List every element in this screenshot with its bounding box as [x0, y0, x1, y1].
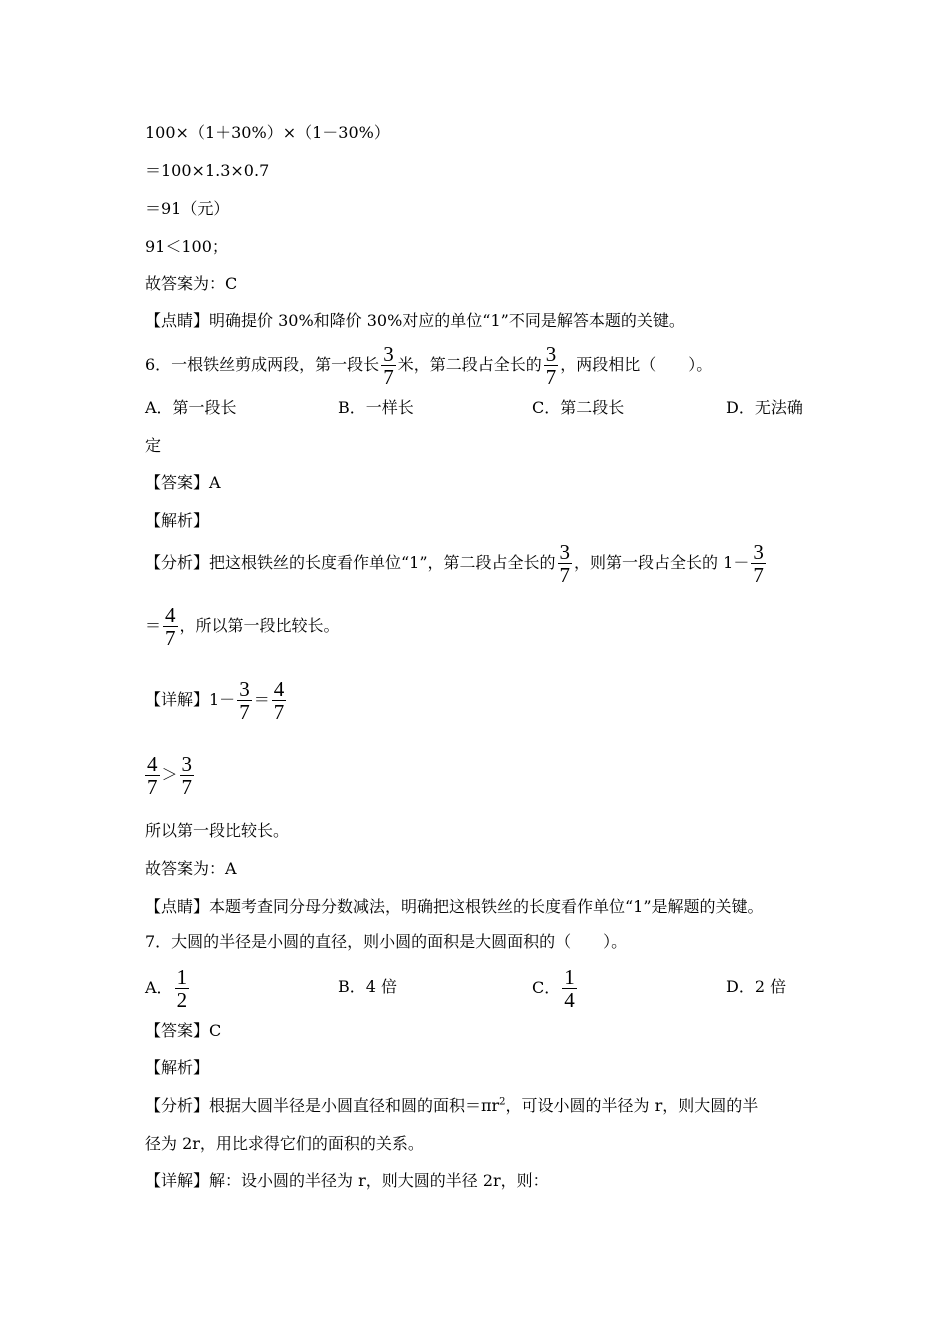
answer-line: 故答案为：C — [145, 274, 238, 293]
q6-final-answer: 故答案为：A — [145, 859, 237, 878]
q6-fenxi-frac1-num: 3 — [559, 540, 571, 564]
q6-stem-part-c: ，两段相比（ ）。 — [560, 355, 713, 374]
q6-stem — [145, 343, 712, 388]
q7-option-a-fraction — [175, 966, 190, 1011]
q6-conclusion: 所以第一段比较长。 — [145, 821, 290, 840]
q6-frac1-den: 7 — [383, 365, 394, 389]
q7-fenxi-line-1 — [145, 1096, 758, 1116]
calc-line-1: 100×（1＋30%）×（1－30%） — [145, 123, 390, 142]
q6-jiexi-heading: 【解析】 — [145, 511, 210, 530]
q6-xiangjie-fraction-2 — [272, 678, 287, 723]
q7-xiangjie: 【详解】解：设小圆的半径为 r，则大圆的半径 2r，则： — [145, 1171, 549, 1190]
q6-fraction-2 — [544, 343, 559, 388]
q7-option-b: B．4 倍 — [338, 977, 398, 996]
q6-fenxi-line-1 — [145, 541, 768, 586]
q6-fenxi-part-c: ＝ — [145, 616, 162, 635]
q6-fraction-1 — [381, 343, 396, 388]
q6-fenxi-frac2-num: 3 — [753, 540, 764, 564]
q6-xiangjie-frac2-den: 7 — [273, 700, 285, 724]
q6-fenxi-part-b: ，则第一段占全长的 1－ — [574, 553, 750, 572]
q6-option-d: D．无法确 — [726, 398, 803, 417]
q7-option-d: D．2 倍 — [726, 977, 787, 996]
q6-fenxi-frac3-num: 4 — [165, 603, 176, 627]
q6-answer: 【答案】A — [145, 473, 221, 492]
q6-cmp-frac2-num: 3 — [181, 752, 193, 776]
q6-fenxi-fraction-1 — [558, 541, 573, 586]
q7-opt-c-num: 1 — [564, 965, 575, 989]
q6-fenxi-frac2-den: 7 — [753, 563, 764, 587]
q6-option-d-wrap: 定 — [145, 436, 162, 455]
q6-fenxi-fraction-3 — [163, 604, 178, 649]
q6-xiangjie-frac1-den: 7 — [239, 700, 250, 724]
q6-frac2-den: 7 — [545, 365, 557, 389]
q6-xiangjie-line — [145, 678, 288, 723]
q6-dianjing: 【点睛】本题考查同分母分数减法，明确把这根铁丝的长度看作单位“1”是解题的关键。 — [145, 897, 764, 916]
q7-option-c — [532, 966, 579, 1011]
q6-xiangjie-fraction-1 — [237, 678, 252, 723]
q6-xiangjie-eq: ＝ — [253, 690, 270, 709]
q7-opt-c-den: 4 — [564, 988, 575, 1012]
q6-option-c: C．第二段长 — [532, 398, 625, 417]
q7-fenxi-part-b: ，可设小圆的半径为 r，则大圆的半 — [505, 1096, 759, 1115]
q7-opt-a-num: 1 — [176, 965, 188, 989]
q6-frac2-num: 3 — [545, 342, 557, 366]
q7-option-a-label: A． — [145, 978, 173, 997]
q6-frac1-num: 3 — [383, 342, 394, 366]
q7-option-c-fraction — [562, 966, 577, 1011]
q6-compare-fraction-1 — [145, 753, 160, 798]
q7-answer: 【答案】C — [145, 1021, 222, 1040]
q6-cmp-frac2-den: 7 — [181, 775, 193, 799]
q6-xiangjie-frac1-num: 3 — [239, 677, 250, 701]
q6-stem-part-a: 6．一根铁丝剪成两段，第一段长 — [145, 355, 380, 374]
q6-fenxi-frac1-den: 7 — [559, 563, 571, 587]
q6-compare-sign: ＞ — [161, 765, 178, 784]
q7-stem: 7．大圆的半径是小圆的直径，则小圆的面积是大圆面积的（ ）。 — [145, 932, 628, 951]
q6-cmp-frac1-num: 4 — [147, 752, 158, 776]
q6-option-b: B．一样长 — [338, 398, 414, 417]
q6-fenxi-frac3-den: 7 — [165, 626, 176, 650]
q6-fenxi-line-2 — [145, 604, 340, 649]
q6-compare-fraction-2 — [180, 753, 195, 798]
calc-line-2: ＝100×1.3×0.7 — [145, 161, 270, 180]
q6-xiangjie-frac2-num: 4 — [273, 677, 285, 701]
q7-fenxi-line-2: 径为 2r，用比求得它们的面积的关系。 — [145, 1134, 424, 1153]
q6-cmp-frac1-den: 7 — [147, 775, 158, 799]
q7-option-c-label: C． — [532, 978, 561, 997]
q7-opt-a-den: 2 — [176, 988, 188, 1012]
calc-line-4: 91＜100； — [145, 237, 228, 256]
q6-fenxi-fraction-2 — [751, 541, 766, 586]
q6-fenxi-part-d: ，所以第一段比较长。 — [179, 616, 340, 635]
calc-line-3: ＝91（元） — [145, 199, 230, 218]
q7-fenxi-part-a: 【分析】根据大圆半径是小圆直径和圆的面积＝πr — [145, 1096, 500, 1115]
q7-option-a — [145, 966, 191, 1011]
q6-fenxi-part-a: 【分析】把这根铁丝的长度看作单位“1”，第二段占全长的 — [145, 553, 556, 572]
q6-compare-line — [145, 753, 196, 798]
dianjing-line: 【点睛】明确提价 30%和降价 30%对应的单位“1”不同是解答本题的关键。 — [145, 311, 685, 330]
q7-fenxi-superscript: 2 — [499, 1096, 506, 1108]
q7-jiexi-heading: 【解析】 — [145, 1058, 210, 1077]
q6-option-a: A．第一段长 — [145, 398, 237, 417]
q6-xiangjie-part-a: 【详解】1－ — [145, 690, 236, 709]
q6-stem-part-b: 米，第二段占全长的 — [397, 355, 542, 374]
